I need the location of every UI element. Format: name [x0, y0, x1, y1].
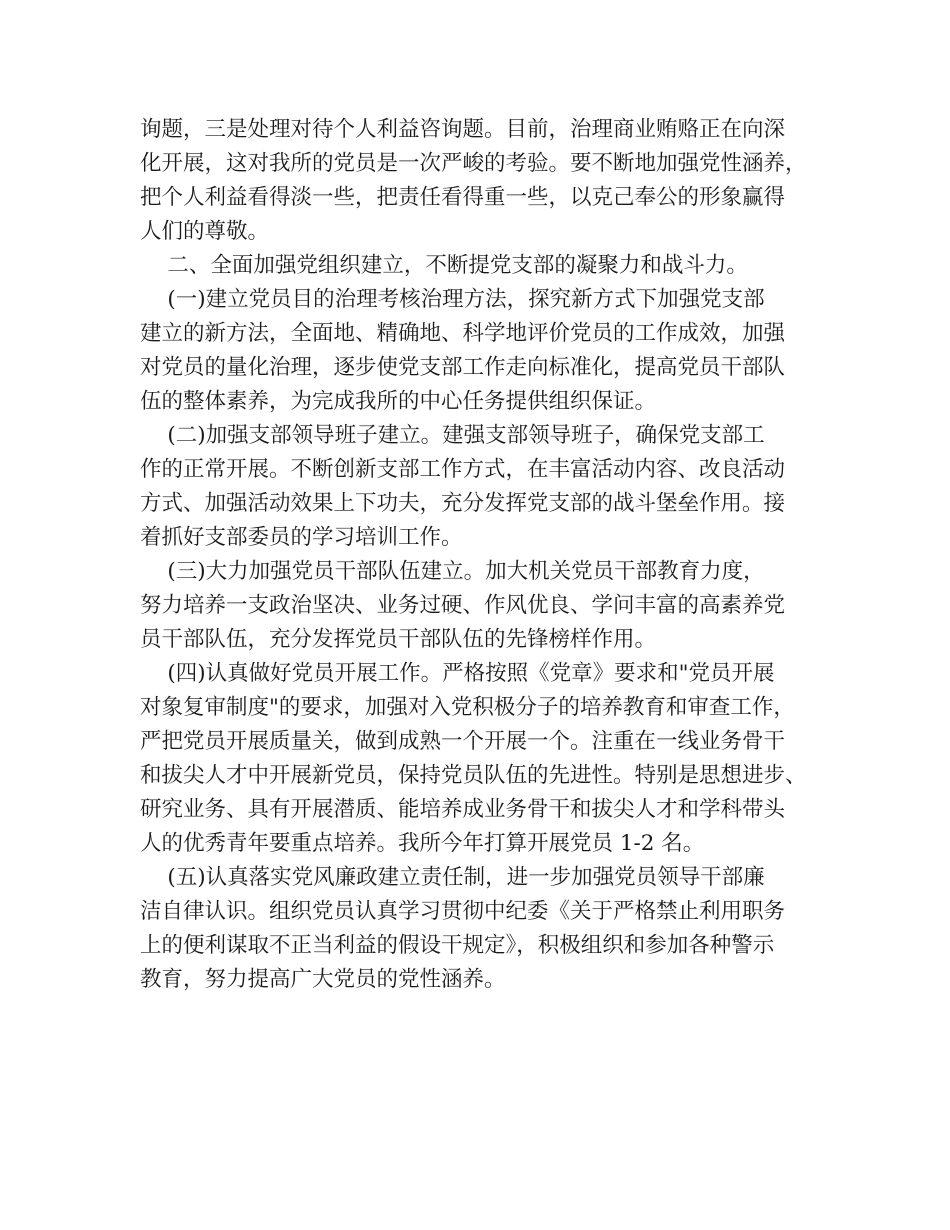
body-line: 对党员的量化治理，逐步使党支部工作走向标准化，提高党员干部队 — [140, 355, 786, 380]
body-line: 教育，努力提高广大党员的党性涵养。 — [140, 967, 506, 992]
body-line: 询题，三是处理对待个人利益咨询题。目前，治理商业贿赂正在向深 — [140, 117, 786, 142]
body-line: 伍的整体素养，为完成我所的中心任务提供组织保证。 — [140, 389, 657, 414]
body-line: 和拔尖人才中开展新党员，保持党员队伍的先进性。特别是思想进步、 — [140, 763, 807, 788]
body-line: 作的正常开展。不断创新支部工作方式，在丰富活动内容、改良活动 — [140, 457, 786, 482]
body-line: (五)认真落实党风廉政建立责任制，进一步加强党员领导干部廉 — [140, 865, 765, 890]
body-line: (三)大力加强党员干部队伍建立。加大机关党员干部教育力度， — [140, 559, 765, 584]
body-line: (二)加强支部领导班子建立。建强支部领导班子，确保党支部工 — [140, 423, 765, 448]
body-line: (一)建立党员目的治理考核治理方法，探究新方式下加强党支部 — [140, 287, 765, 312]
body-line: 人们的尊敬。 — [140, 219, 270, 244]
body-line: (四)认真做好党员开展工作。严格按照《党章》要求和"党员开展 — [140, 661, 775, 686]
document-body — [140, 113, 830, 997]
body-line: 研究业务、具有开展潜质、能培养成业务骨干和拔尖人才和学科带头 — [140, 797, 786, 822]
body-line: 把个人利益看得淡一些，把责任看得重一些，以克己奉公的形象赢得 — [140, 185, 786, 210]
body-line: 建立的新方法，全面地、精确地、科学地评价党员的工作成效，加强 — [140, 321, 786, 346]
body-line: 着抓好支部委员的学习培训工作。 — [140, 525, 463, 550]
body-line: 人的优秀青年要重点培养。我所今年打算开展党员 1-2 名。 — [140, 831, 705, 856]
body-line: 员干部队伍，充分发挥党员干部队伍的先锋榜样作用。 — [140, 627, 657, 652]
section-heading: 二、全面加强党组织建立，不断提党支部的凝聚力和战斗力。 — [140, 253, 748, 278]
body-line: 化开展，这对我所的党员是一次严峻的考验。要不断地加强党性涵养， — [140, 151, 807, 176]
body-line: 严把党员开展质量关，做到成熟一个开展一个。注重在一线业务骨干 — [140, 729, 786, 754]
body-line: 努力培养一支政治坚决、业务过硬、作风优良、学问丰富的高素养党 — [140, 593, 786, 618]
body-line: 上的便利谋取不正当利益的假设干规定》，积极组织和参加各种警示 — [140, 933, 775, 958]
body-line: 洁自律认识。组织党员认真学习贯彻中纪委《关于严格禁止利用职务 — [140, 899, 786, 924]
body-line: 方式、加强活动效果上下功夫，充分发挥党支部的战斗堡垒作用。接 — [140, 491, 786, 516]
body-line: 对象复审制度"的要求，加强对入党积极分子的培养教育和审查工作， — [140, 695, 795, 720]
